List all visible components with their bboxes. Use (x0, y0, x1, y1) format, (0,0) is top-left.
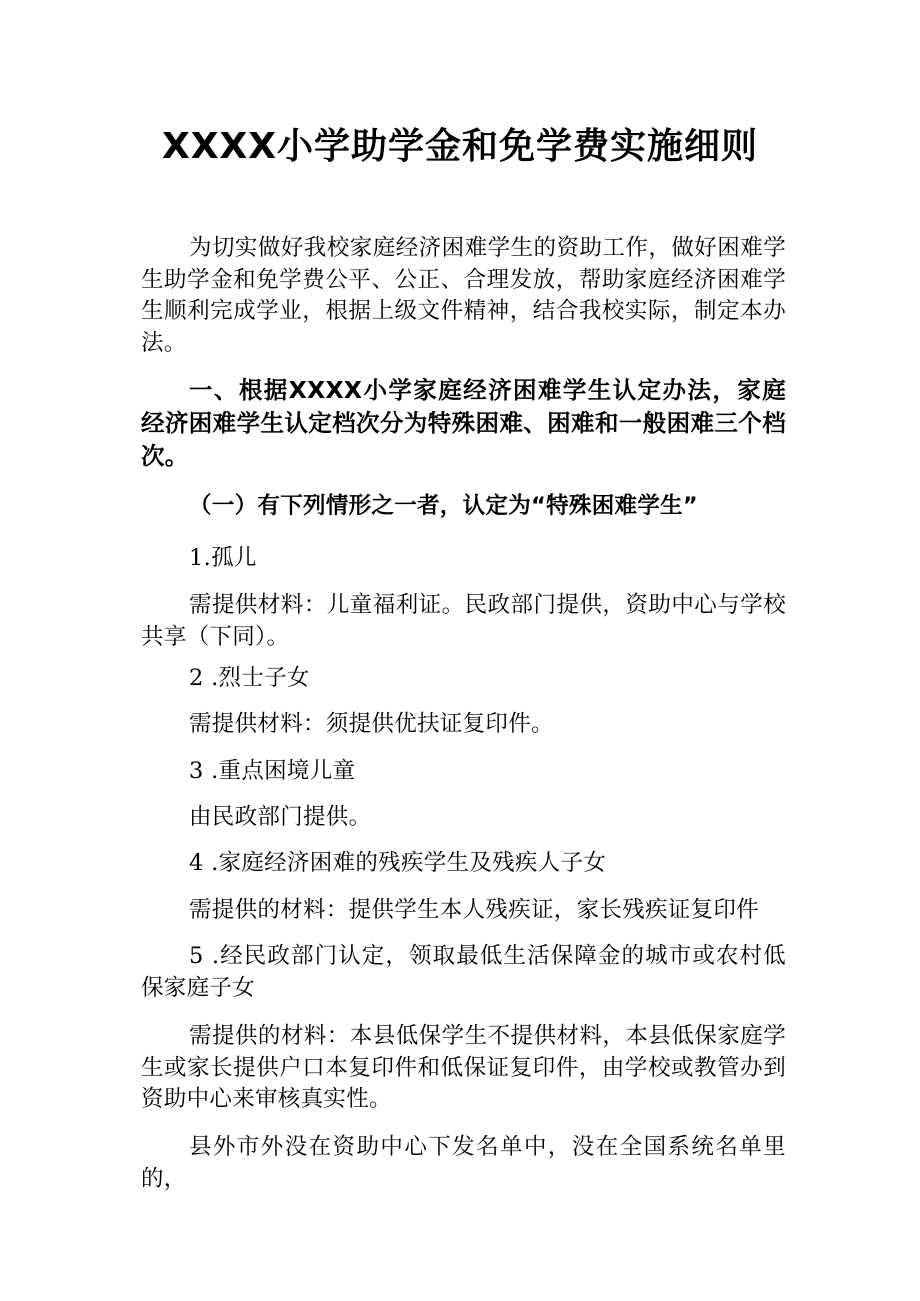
intro-paragraph: 为切实做好我校家庭经济困难学生的资助工作，做好困难学生助学金和免学费公平、公正、合理发放，帮助家庭经济困难学生顺利完成学业，根据上级文件精神，结合我校实际，制定本办法。 (141, 235, 786, 356)
list-item-1: 1.孤儿 (189, 545, 257, 571)
list-item-5: 5 .经民政部门认定，领取最低生活保障金的城市或农村低保家庭子女 (141, 943, 786, 1001)
section-heading-1: 一、根据XXXX小学家庭经济困难学生认定办法，家庭经济困难学生认定档次分为特殊困难、困难和一般困难三个档次。 (141, 376, 786, 470)
tail-paragraph: 县外市外没在资助中心下发名单中，没在全国系统名单里的， (141, 1134, 786, 1192)
document-title: XXXX小学助学金和免学费实施细则 (161, 126, 759, 167)
list-item-2-note: 需提供材料：须提供优扶证复印件。 (189, 711, 554, 737)
list-item-2: 2 .烈士子女 (189, 665, 310, 691)
list-item-4-note: 需提供的材料：提供学生本人残疾证，家长残疾证复印件 (189, 897, 760, 923)
list-item-1-note: 需提供材料：儿童福利证。民政部门提供，资助中心与学校共享（下同）。 (141, 592, 786, 650)
list-item-4: 4 .家庭经济困难的残疾学生及残疾人子女 (189, 850, 607, 876)
list-item-5-note: 需提供的材料：本县低保学生不提供材料，本县低保家庭学生或家长提供户口本复印件和低保证复印件，由学校或教管办到资助中心来审核真实性。 (141, 1023, 786, 1112)
list-item-3-note: 由民政部门提供。 (189, 804, 372, 830)
list-item-3: 3 .重点困境儿童 (189, 758, 356, 784)
subsection-heading-1: （一）有下列情形之一者，认定为“特殊困难学生” (189, 493, 698, 519)
